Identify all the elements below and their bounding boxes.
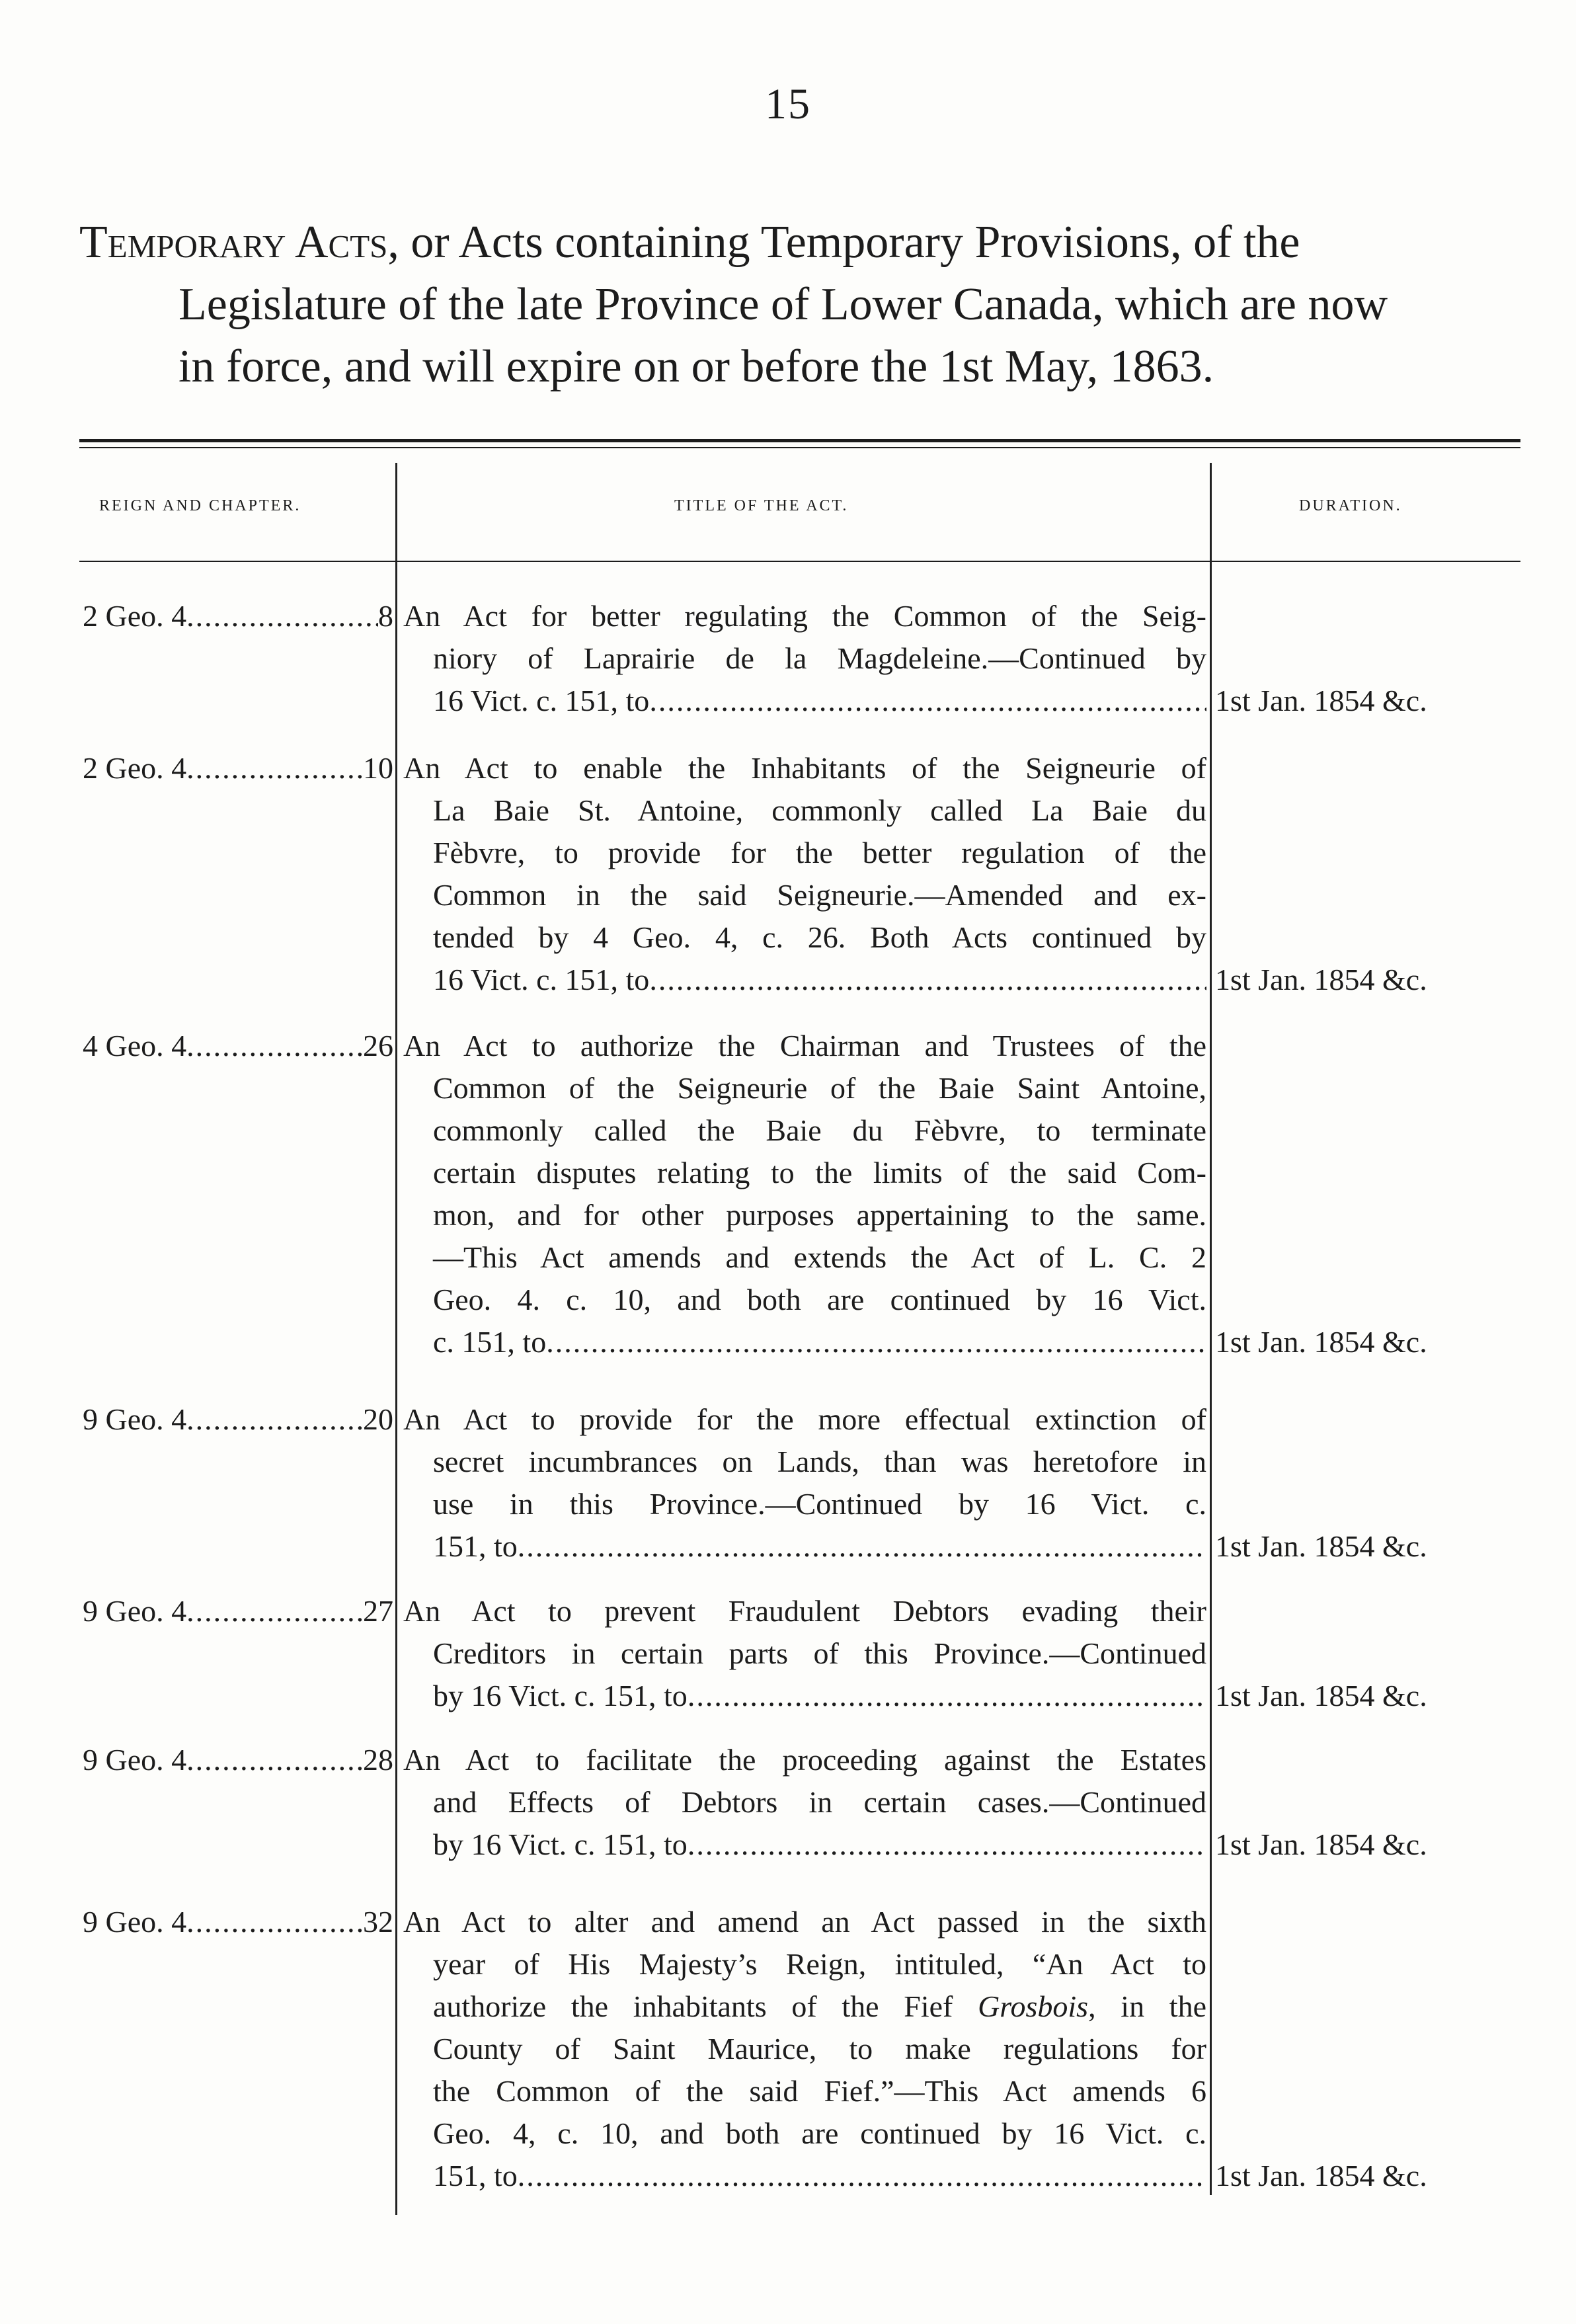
- heading-line-3: in force, and will expire on or before the 1st May, 1863.: [178, 341, 1214, 392]
- act-title: [403, 1590, 1206, 1717]
- column-header-reign: REIGN AND CHAPTER.: [99, 497, 301, 514]
- reign-label: 4 Geo. 4: [83, 1029, 187, 1062]
- leader-dots: [186, 1398, 363, 1441]
- duration-value: 1st Jan. 1854 &c.: [1215, 963, 1427, 996]
- page-number: 15: [765, 80, 811, 128]
- act-title-line: An Act for better regulating the Common of the Seig-: [403, 599, 1206, 633]
- act-title-line: An Act to prevent Fraudulent Debtors evading their: [403, 1594, 1206, 1628]
- act-title-line: authorize the inhabitants of the Fief Grosbois, in the: [433, 1989, 1206, 2023]
- act-title-line: and Effects of Debtors in certain cases.—Continued: [433, 1785, 1206, 1819]
- leader-dots: [186, 1025, 363, 1067]
- duration-value: 1st Jan. 1854 &c.: [1215, 1529, 1427, 1563]
- chapter-number: 20: [363, 1402, 393, 1436]
- duration-value: 1st Jan. 1854 &c.: [1215, 2159, 1427, 2192]
- act-title-last-line: [403, 1321, 1206, 1363]
- act-title: [403, 1398, 1206, 1568]
- act-title-last-line: [403, 2155, 1206, 2197]
- heading-line-1: [79, 212, 1527, 274]
- reign-cell: [83, 595, 393, 637]
- leader-dots: [649, 680, 1206, 722]
- act-title-line: Creditors in certain parts of this Province.—Continued: [433, 1636, 1206, 1670]
- act-title-line: tended by 4 Geo. 4, c. 26. Both Acts continued by: [433, 920, 1206, 954]
- act-title-line: secret incumbrances on Lands, than was heretofore in: [433, 1445, 1206, 1478]
- reign-label: 2 Geo. 4: [83, 599, 187, 633]
- act-title-line: use in this Province.—Continued by 16 Vict. c.: [433, 1487, 1206, 1521]
- act-title-last-text: 16 Vict. c. 151, to: [433, 963, 650, 996]
- leader-dots: [518, 1525, 1206, 1568]
- act-title: [403, 1901, 1206, 2197]
- act-title-line: An Act to enable the Inhabitants of the Seigneurie of: [403, 751, 1206, 785]
- act-title-line: An Act to authorize the Chairman and Trustees of the: [403, 1029, 1206, 1062]
- act-title: [403, 747, 1206, 1001]
- act-title-line: La Baie St. Antoine, commonly called La Baie du: [433, 793, 1206, 827]
- duration-value: 1st Jan. 1854 &c.: [1215, 1325, 1427, 1359]
- act-title-last-text: c. 151, to: [433, 1325, 547, 1359]
- reign-label: 9 Geo. 4: [83, 1594, 187, 1628]
- header-rule: [79, 561, 1520, 562]
- reign-label: 9 Geo. 4: [83, 1743, 187, 1777]
- act-title-line: An Act to alter and amend an Act passed in the sixth: [403, 1905, 1206, 1939]
- column-header-duration: DURATION.: [1299, 497, 1402, 514]
- top-double-rule: [79, 439, 1520, 442]
- column-header-title: TITLE OF THE ACT.: [674, 497, 849, 514]
- duration-value: 1st Jan. 1854 &c.: [1215, 684, 1427, 717]
- reign-cell: [83, 1398, 393, 1441]
- column-divider-right: [1210, 463, 1212, 2195]
- reign-label: 9 Geo. 4: [83, 1905, 187, 1939]
- act-title: [403, 1739, 1206, 1866]
- reign-cell: [83, 1025, 393, 1067]
- leader-dots: [186, 595, 378, 637]
- act-title-last-line: [403, 1525, 1206, 1568]
- leader-dots: [518, 2155, 1206, 2197]
- act-title: [403, 595, 1206, 722]
- act-title-line: the Common of the said Fief.”—This Act amends 6: [433, 2074, 1206, 2108]
- act-title-last-line: [403, 1675, 1206, 1717]
- act-title-line: An Act to provide for the more effectual extinction of: [403, 1402, 1206, 1436]
- act-title-last-line: [403, 1823, 1206, 1866]
- act-title-line: County of Saint Maurice, to make regulations for: [433, 2032, 1206, 2065]
- chapter-number: 32: [363, 1905, 393, 1939]
- act-title-line: Common in the said Seigneurie.—Amended and ex-: [433, 878, 1206, 912]
- act-title-line: niory of Laprairie de la Magdeleine.—Continued by: [433, 641, 1206, 675]
- leader-dots: [186, 1739, 363, 1781]
- chapter-number: 26: [363, 1029, 393, 1062]
- act-title-line: mon, and for other purposes appertaining to the same.: [433, 1198, 1206, 1232]
- act-title-last-text: 151, to: [433, 2159, 518, 2192]
- reign-cell: [83, 1590, 393, 1632]
- column-divider-left: [395, 463, 397, 2215]
- act-title-last-text: by 16 Vict. c. 151, to: [433, 1827, 688, 1861]
- reign-cell: [83, 1901, 393, 1943]
- act-title-last-line: [403, 680, 1206, 722]
- act-title-line: year of His Majesty’s Reign, intituled, “An Act to: [433, 1947, 1206, 1981]
- chapter-number: 28: [363, 1743, 393, 1777]
- act-title-line: Common of the Seigneurie of the Baie Saint Antoine,: [433, 1071, 1206, 1105]
- duration-value: 1st Jan. 1854 &c.: [1215, 1679, 1427, 1712]
- act-title-last-line: [403, 959, 1206, 1001]
- reign-label: 2 Geo. 4: [83, 751, 187, 785]
- leader-dots: [688, 1675, 1206, 1717]
- chapter-number: 10: [363, 751, 393, 785]
- leader-dots: [688, 1823, 1206, 1866]
- chapter-number: 8: [378, 599, 393, 633]
- leader-dots: [186, 1590, 363, 1632]
- act-title-last-text: 16 Vict. c. 151, to: [433, 684, 650, 717]
- heading-lead: Temporary Acts: [79, 217, 388, 268]
- act-title-line: —This Act amends and extends the Act of L. C. 2: [433, 1240, 1206, 1274]
- reign-cell: [83, 1739, 393, 1781]
- heading-line-1-rest: , or Acts containing Temporary Provisions, of the: [387, 217, 1300, 268]
- act-title-line: Geo. 4. c. 10, and both are continued by 16 Vict.: [433, 1283, 1206, 1316]
- act-title-last-text: by 16 Vict. c. 151, to: [433, 1679, 688, 1712]
- reign-label: 9 Geo. 4: [83, 1402, 187, 1436]
- act-title-line: certain disputes relating to the limits of the said Com-: [433, 1156, 1206, 1189]
- act-title: [403, 1025, 1206, 1363]
- chapter-number: 27: [363, 1594, 393, 1628]
- leader-dots: [649, 959, 1206, 1001]
- leader-dots: [546, 1321, 1206, 1363]
- duration-value: 1st Jan. 1854 &c.: [1215, 1827, 1427, 1861]
- act-title-line: Fèbvre, to provide for the better regulation of the: [433, 836, 1206, 869]
- heading-line-2: Legislature of the late Province of Lower Canada, which are now: [178, 279, 1388, 330]
- top-double-rule-thin: [79, 447, 1520, 448]
- act-title-line: commonly called the Baie du Fèbvre, to terminate: [433, 1113, 1206, 1147]
- act-title-line: An Act to facilitate the proceeding against the Estates: [403, 1743, 1206, 1777]
- reign-cell: [83, 747, 393, 789]
- act-title-last-text: 151, to: [433, 1529, 518, 1563]
- leader-dots: [186, 1901, 363, 1943]
- act-title-line: Geo. 4, c. 10, and both are continued by 16 Vict. c.: [433, 2116, 1206, 2150]
- page-heading: [79, 212, 1534, 398]
- leader-dots: [186, 747, 363, 789]
